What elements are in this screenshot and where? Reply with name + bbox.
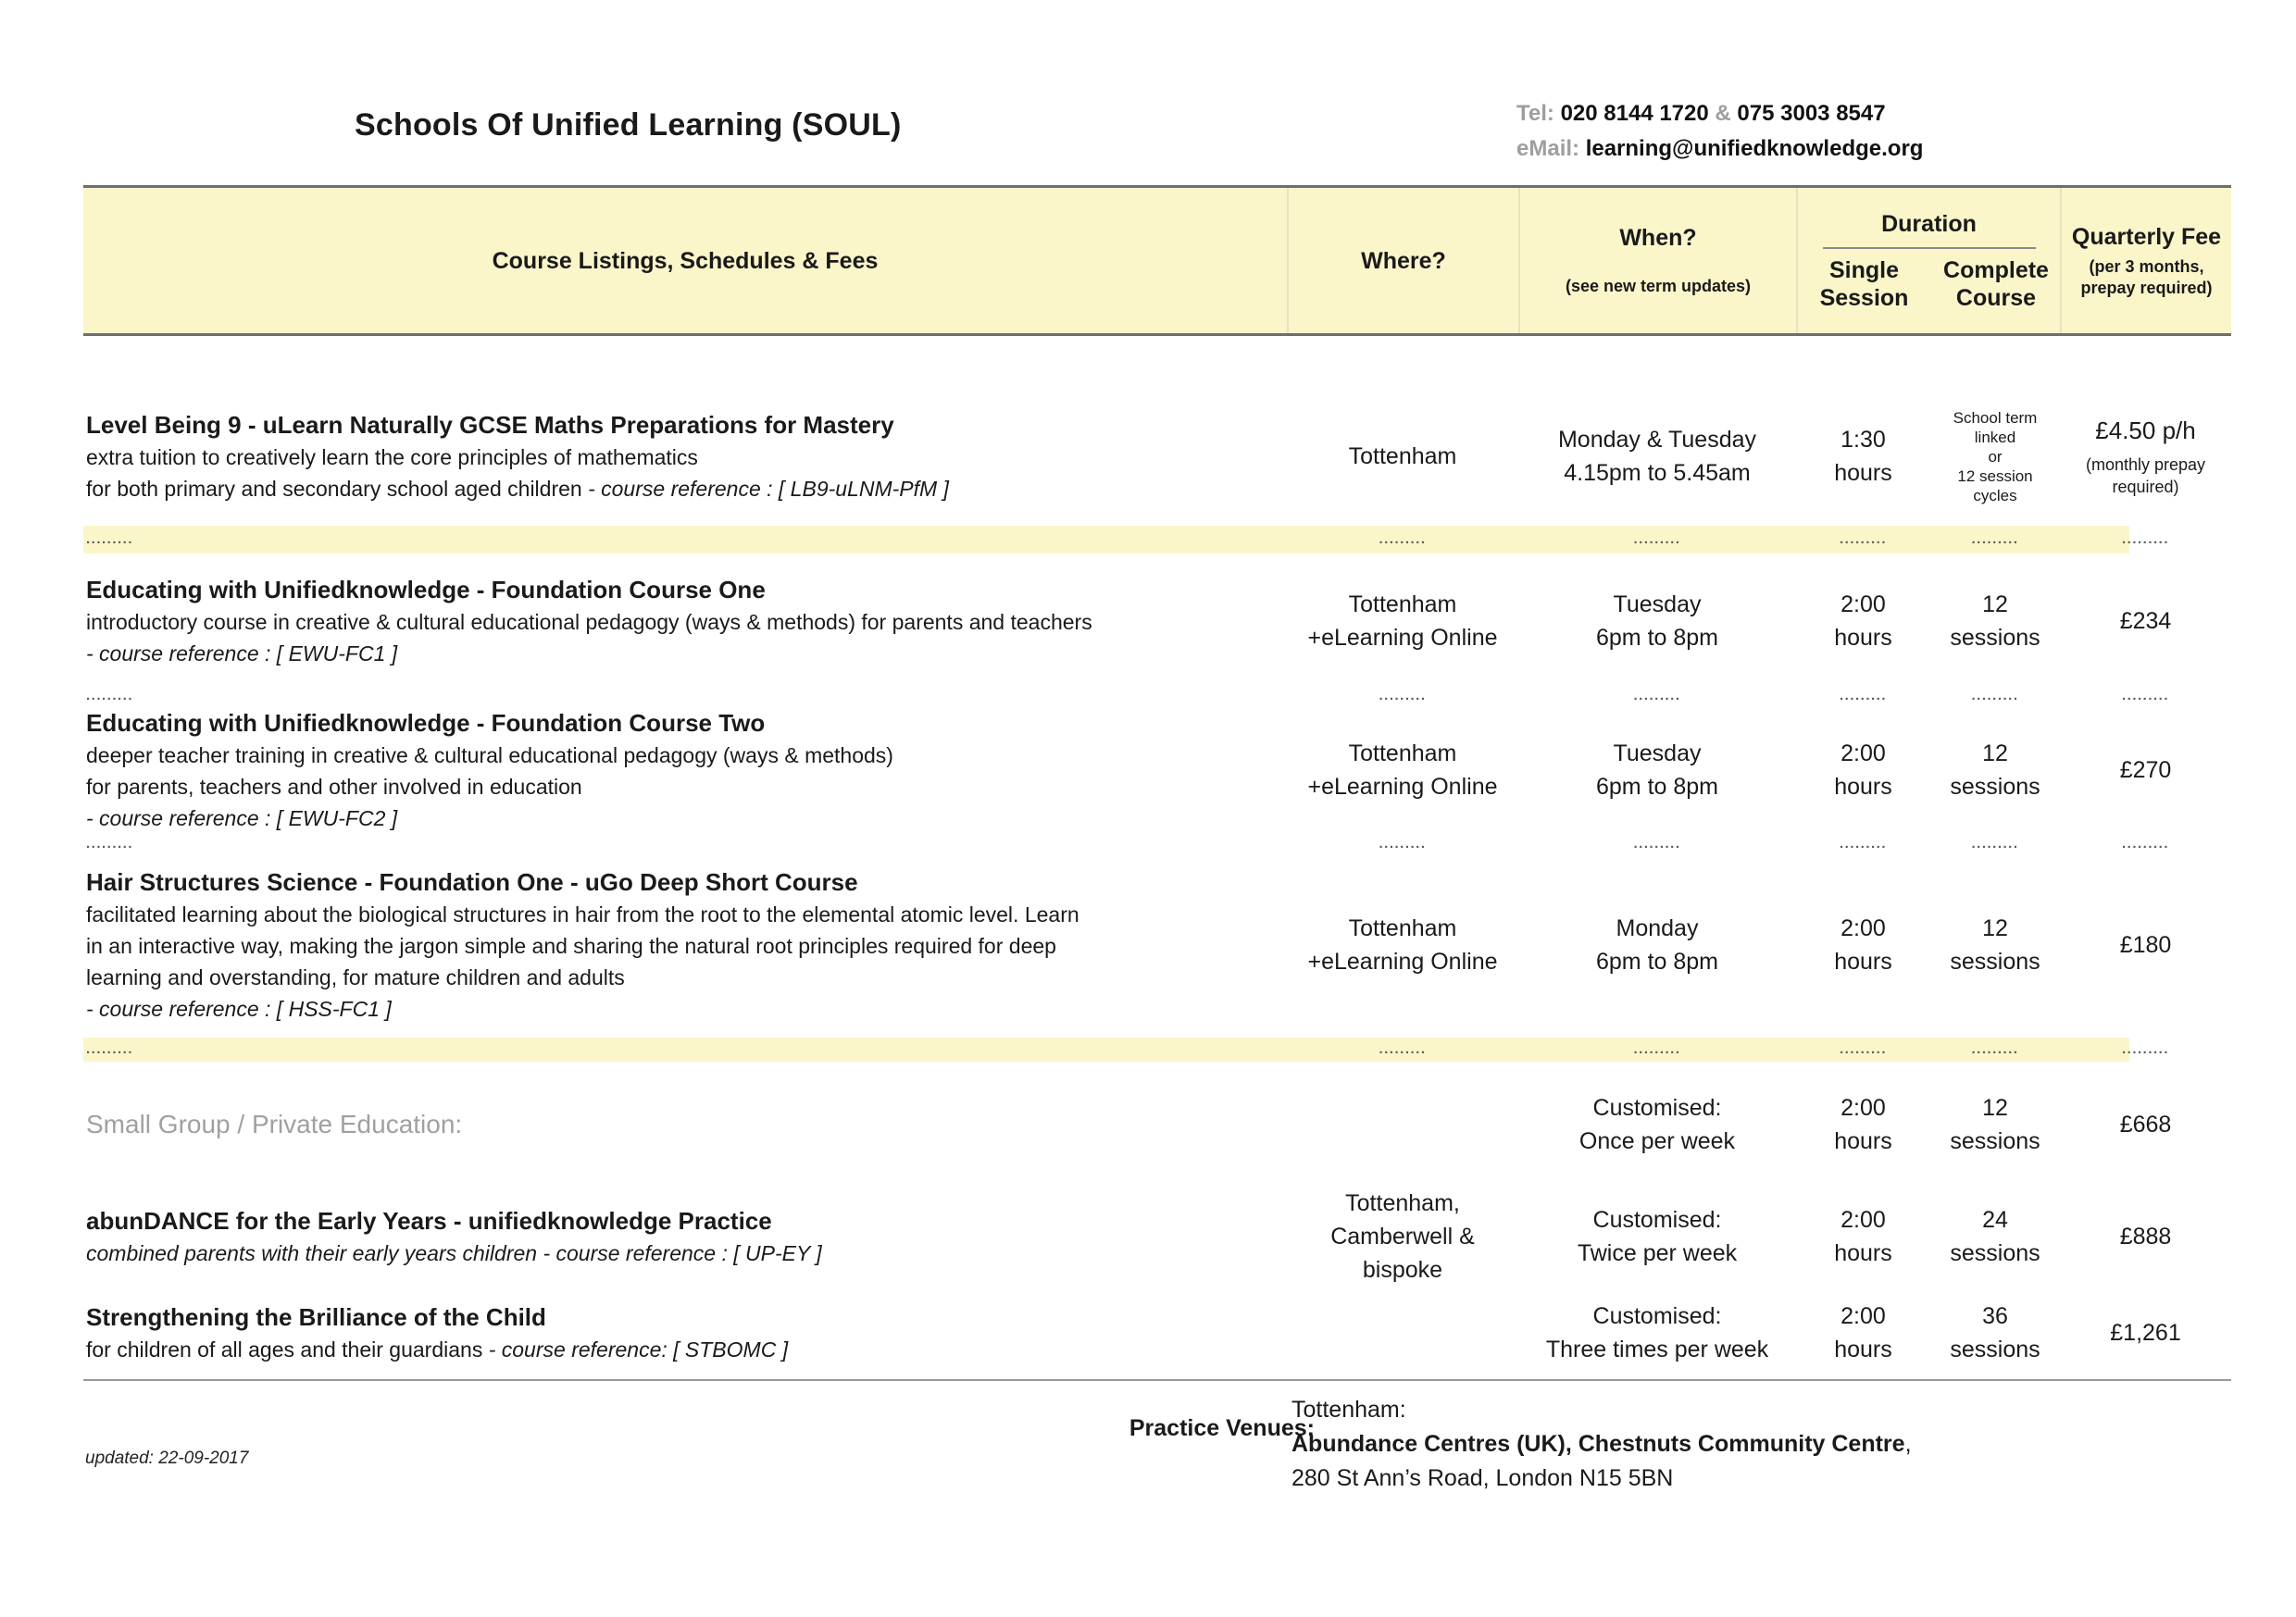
dots: ......... <box>1379 1041 1427 1057</box>
course-ref: - course reference : [ HSS-FC1 ] <box>86 997 392 1021</box>
complete-course-cell: School term linked or 12 session cycles <box>1953 408 2038 504</box>
complete-course-cell: 36 sessions <box>1950 1303 2040 1362</box>
course-row-hss-fc1 <box>83 852 2231 1038</box>
small-group-row <box>83 1062 2231 1187</box>
email-line <box>1516 131 1923 167</box>
course-ref: - course reference : [ LB9-uLNM-PfM ] <box>588 477 949 501</box>
fee-cell: £888 <box>2119 1224 2172 1250</box>
where-cell: Tottenham +eLearning Online <box>1307 915 1498 975</box>
dots: ......... <box>86 531 134 547</box>
course-ref: - course reference : [ EWU-FC2 ] <box>86 806 398 830</box>
venue-address: 280 St Ann’s Road, London N15 5BN <box>1292 1465 1674 1491</box>
course-desc: combined parents with their early years children - course reference : [ UP-EY ] <box>86 1241 822 1265</box>
single-session-cell: 2:00 hours <box>1834 740 1892 800</box>
tel-number-1: 020 8144 1720 <box>1560 101 1709 126</box>
header-fee-note: (per 3 months, prepay required) <box>2080 256 2213 297</box>
when-cell: Tuesday 6pm to 8pm <box>1595 740 1718 800</box>
dots: ......... <box>1633 688 1681 703</box>
when-cell: Customised: Once per week <box>1578 1094 1736 1154</box>
course-title: Hair Structures Science - Foundation One - uGo Deep Short Course <box>86 868 858 896</box>
course-desc: extra tuition to creatively learn the core principles of mathematics <box>86 445 698 469</box>
course-row-ewu-fc1 <box>83 554 2231 688</box>
course-row-ewu-fc2 <box>83 704 2231 836</box>
dots: ......... <box>1379 531 1427 547</box>
fee-cell: £4.50 p/h (monthly prepay required) <box>2060 415 2231 498</box>
single-session-cell: 2:00 hours <box>1834 1207 1892 1266</box>
venue-name: Abundance Centres (UK), Chestnuts Community Centre <box>1292 1431 1905 1457</box>
course-desc: learning and overstanding, for mature children and adults <box>86 965 625 989</box>
header-gap <box>83 336 2231 387</box>
course-title: Strengthening the Brilliance of the Child <box>86 1303 546 1331</box>
single-session-cell: 2:00 hours <box>1834 915 1892 975</box>
course-desc: deeper teacher training in creative & cultural educational pedagogy (ways & methods) <box>86 743 893 767</box>
when-cell: Monday 6pm to 8pm <box>1595 915 1718 975</box>
tel-line <box>1516 96 1923 131</box>
course-desc: for children of all ages and their guardians - course reference: [ STBOMC ] <box>86 1337 789 1362</box>
header-when-note: (see new term updates) <box>1565 277 1752 295</box>
header-quarterly-fee: Quarterly Fee (per 3 months, prepay required) <box>2060 188 2231 333</box>
fee-note: (monthly prepay required) <box>2085 455 2206 496</box>
venue-city: Tottenham: <box>1292 1397 1406 1423</box>
yellow-separator <box>83 526 2231 554</box>
single-session-cell: 1:30 hours <box>1834 427 1892 486</box>
dots: ......... <box>2121 1041 2169 1057</box>
fee-cell: £668 <box>2119 1111 2172 1138</box>
course-title: Level Being 9 - uLearn Naturally GCSE Maths Preparations for Mastery <box>86 411 894 439</box>
dots: ......... <box>1839 836 1887 852</box>
ampersand: & <box>1715 101 1731 126</box>
header-where: Where? <box>1287 188 1518 333</box>
course-title: Educating with Unifiedknowledge - Foundation Course Two <box>86 709 766 737</box>
header-complete-course: Complete Course <box>1943 256 2049 311</box>
venue-block <box>1292 1393 1912 1496</box>
when-cell: Customised: Three times per week <box>1545 1303 1769 1362</box>
single-session-cell: 2:00 hours <box>1834 591 1892 651</box>
section-label: Small Group / Private Education: <box>86 1109 463 1138</box>
course-row-up-ey <box>83 1187 2231 1287</box>
dotted-separator <box>83 688 2231 704</box>
complete-course-cell: 24 sessions <box>1950 1207 2040 1266</box>
course-desc: in an interactive way, making the jargon simple and sharing the natural root principles required for deep <box>86 934 1056 958</box>
dots: ......... <box>1633 1041 1681 1057</box>
where-cell: Tottenham <box>1348 443 1457 469</box>
dots: ......... <box>86 1041 134 1057</box>
updated-date: updated: 22-09-2017 <box>85 1449 249 1468</box>
course-title: Educating with Unifiedknowledge - Foundation Course One <box>86 575 766 603</box>
course-desc: introductory course in creative & cultural educational pedagogy (ways & methods) for parents and teachers <box>86 609 1092 634</box>
tel-label: Tel: <box>1516 101 1554 126</box>
when-cell: Monday & Tuesday 4.15pm to 5.45am <box>1557 427 1756 486</box>
contact-block <box>1516 96 1923 167</box>
dots: ......... <box>2121 531 2169 547</box>
dots: ......... <box>86 836 134 852</box>
where-cell: Tottenham +eLearning Online <box>1307 740 1498 800</box>
dots: ......... <box>1971 836 2019 852</box>
dots: ......... <box>2121 688 2169 703</box>
dots: ......... <box>1379 688 1427 703</box>
complete-course-cell: 12 sessions <box>1950 591 2040 651</box>
course-desc: for both primary and secondary school aged children - course reference : [ LB9-uLNM-PfM ] <box>86 477 949 501</box>
tel-number-2: 075 3003 8547 <box>1737 101 1886 126</box>
yellow-separator <box>83 1038 2231 1062</box>
dots: ......... <box>2121 836 2169 852</box>
course-row-stbomc <box>83 1287 2231 1379</box>
course-row-level-being-9 <box>83 387 2231 526</box>
footer <box>83 1376 2231 1589</box>
page-title: Schools Of Unified Learning (SOUL) <box>355 107 902 143</box>
dots: ......... <box>86 688 134 703</box>
dots: ......... <box>1839 531 1887 547</box>
header-course-col: Course Listings, Schedules & Fees <box>492 247 879 274</box>
complete-course-cell: 12 sessions <box>1950 740 2040 800</box>
dots: ......... <box>1633 531 1681 547</box>
dots: ......... <box>1633 836 1681 852</box>
where-cell: Tottenham, Camberwell & bispoke <box>1330 1190 1475 1283</box>
when-cell: Tuesday 6pm to 8pm <box>1595 591 1718 651</box>
course-ref: - course reference: [ STBOMC ] <box>488 1337 789 1362</box>
fee-cell: £270 <box>2119 757 2172 783</box>
dots: ......... <box>1971 688 2019 703</box>
table-header-row <box>83 185 2231 336</box>
course-ref: - course reference : [ EWU-FC1 ] <box>86 641 398 665</box>
fee-cell: £234 <box>2119 607 2172 634</box>
course-desc: facilitated learning about the biological structures in hair from the root to the elemental atomic level. Learn <box>86 902 1079 927</box>
venue-name-line: Abundance Centres (UK), Chestnuts Community Centre, <box>1292 1431 1912 1457</box>
email-value: learning@unifiedknowledge.org <box>1585 136 1924 161</box>
course-desc: for parents, teachers and other involved in education <box>86 775 582 799</box>
dots: ......... <box>1839 688 1887 703</box>
dots: ......... <box>1971 1041 2019 1057</box>
header-duration: Duration Single Session Complete Course <box>1796 188 2060 333</box>
header-when: When? (see new term updates) <box>1518 188 1796 333</box>
email-label: eMail: <box>1516 136 1580 161</box>
course-title: abunDANCE for the Early Years - unifiedknowledge Practice <box>86 1207 772 1235</box>
complete-course-cell: 12 sessions <box>1950 915 2040 975</box>
duration-underline <box>1823 247 2036 249</box>
course-table <box>83 185 2231 1381</box>
header-single-session: Single Session <box>1819 256 1909 311</box>
single-session-cell: 2:00 hours <box>1834 1303 1892 1362</box>
fee-cell: £1,261 <box>2110 1320 2181 1346</box>
when-cell: Customised: Twice per week <box>1577 1207 1738 1266</box>
practice-venues-label: Practice Venues: <box>1129 1415 1315 1441</box>
dots: ......... <box>1971 531 2019 547</box>
dots: ......... <box>1379 836 1427 852</box>
complete-course-cell: 12 sessions <box>1950 1094 2040 1154</box>
dotted-separator <box>83 836 2231 852</box>
fee-cell: £180 <box>2119 932 2172 958</box>
where-cell: Tottenham +eLearning Online <box>1307 591 1498 651</box>
single-session-cell: 2:00 hours <box>1834 1094 1892 1154</box>
dots: ......... <box>1839 1041 1887 1057</box>
